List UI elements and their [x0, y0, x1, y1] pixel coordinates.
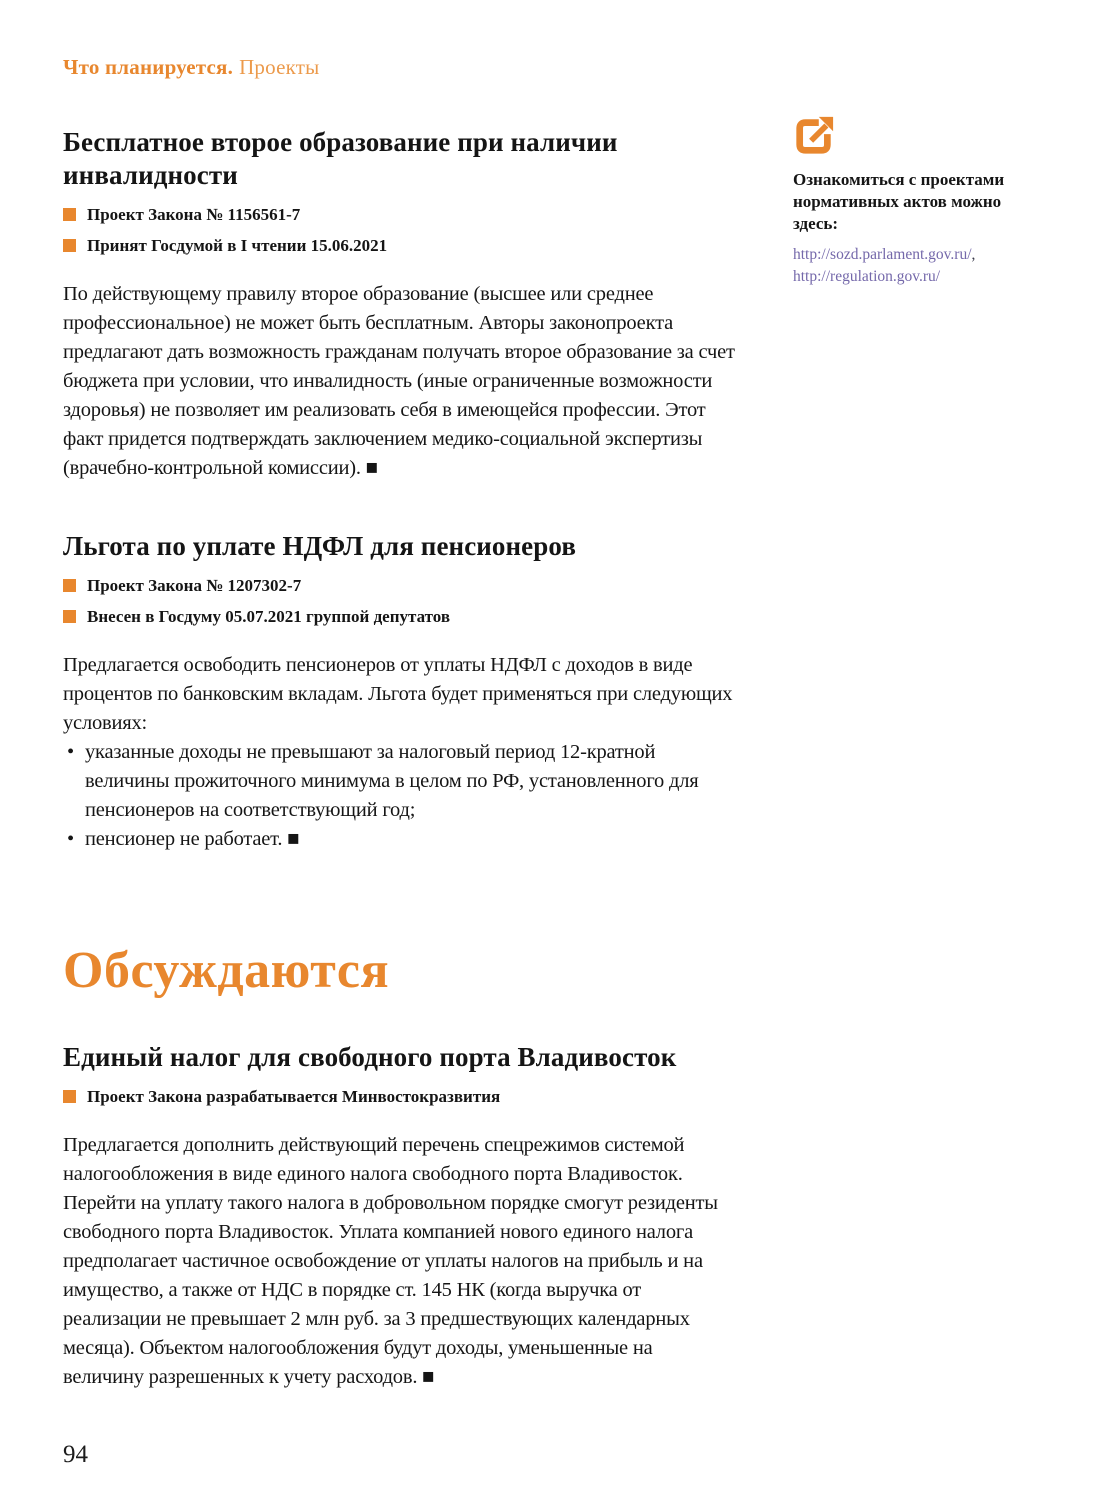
square-bullet-icon: [63, 208, 76, 221]
article-vladivostok-tax: [63, 1041, 737, 1392]
article-body: Предлагается дополнить действующий перечень спецрежимов системой налогообложения в виде единого налога свободного порта Владивосток. Перейти на уплату такого налога в добровольном порядке смогут резиденты свободного порта Владивосток. Уплата компанией нового единого налога предполагает частичное освобождение от уплаты налогов на прибыль и на имущество, а также от НДС в порядке ст. 145 НК (когда выручка от реализации не превышает 2 млн руб. за 3 предшествующих календарных месяца). Объектом налогообложения будут доходы, уменьшенные на величину разрешенных к учету расходов. ■: [63, 1133, 718, 1388]
link-separator: ,: [971, 246, 976, 263]
article-title: Бесплатное второе образование при наличии инвалидности: [63, 127, 618, 190]
section-heading-discussed: Обсуждаются: [63, 941, 390, 999]
square-bullet-icon: [63, 1090, 76, 1103]
meta-row: [63, 1087, 737, 1107]
square-bullet-icon: [63, 239, 76, 252]
section-subtitle: Проекты: [239, 55, 320, 79]
meta-row: [63, 607, 737, 627]
section-breadcrumb: [63, 55, 737, 80]
meta-text: Принят Госдумой в I чтении 15.06.2021: [87, 235, 388, 255]
meta-row: [63, 236, 737, 256]
external-link-icon: [793, 115, 835, 157]
conditions-list: [63, 738, 737, 854]
article-intro: Предлагается освободить пенсионеров от уплаты НДФЛ с доходов в виде процентов по банковским вкладам. Льгота будет применяться при следующих условиях:: [63, 653, 733, 734]
article-meta: [63, 205, 737, 256]
article-ndfl-pensioners: [63, 530, 737, 854]
list-item: • указанные доходы не превышают за налоговый период 12-кратной величины прожиточного минимума в целом по РФ, установленного для пенсионеров на соответствующий год;: [63, 738, 737, 825]
meta-text: Внесен в Госдуму 05.07.2021 группой депутатов: [87, 606, 451, 626]
sidebar: [793, 55, 1045, 1392]
page-number: 94: [63, 1441, 88, 1468]
article-title: Льгота по уплате НДФЛ для пенсионеров: [63, 530, 576, 561]
meta-text: Проект Закона № 1207302-7: [87, 575, 302, 595]
article-title: Единый налог для свободного порта Владивосток: [63, 1042, 677, 1072]
main-column: [63, 55, 737, 1392]
article-meta: [63, 576, 737, 627]
section-title: Что планируется.: [63, 55, 234, 79]
meta-row: [63, 576, 737, 596]
square-bullet-icon: [63, 579, 76, 592]
link-sozd-parlament[interactable]: http://sozd.parlament.gov.ru/: [793, 246, 972, 263]
article-body: По действующему правилу второе образование (высшее или среднее профессиональное) не может быть бесплатным. Авторы законопроекта предлагают дать возможность гражданам получать второе образование за счет бюджета при условии, что инвалидность (иные ограниченные возможности здоровья) не позволяет им реализовать себя в имеющейся профессии. Этот факт придется подтверждать заключением медико-социальной экспертизы (врачебно-контрольной комиссии). ■: [63, 282, 735, 479]
link-regulation[interactable]: http://regulation.gov.ru/: [793, 268, 941, 285]
list-item: • пенсионер не работает. ■: [63, 825, 737, 854]
meta-row: [63, 205, 737, 225]
sidebar-note: Ознакомиться с проектами нормативных актов можно здесь:: [793, 170, 1005, 233]
article-free-education: [63, 126, 737, 483]
square-bullet-icon: [63, 610, 76, 623]
sidebar-links: [793, 244, 1045, 288]
article-meta: [63, 1087, 737, 1107]
meta-text: Проект Закона № 1156561-7: [87, 204, 301, 224]
meta-text: Проект Закона разрабатывается Минвостокразвития: [87, 1086, 501, 1106]
